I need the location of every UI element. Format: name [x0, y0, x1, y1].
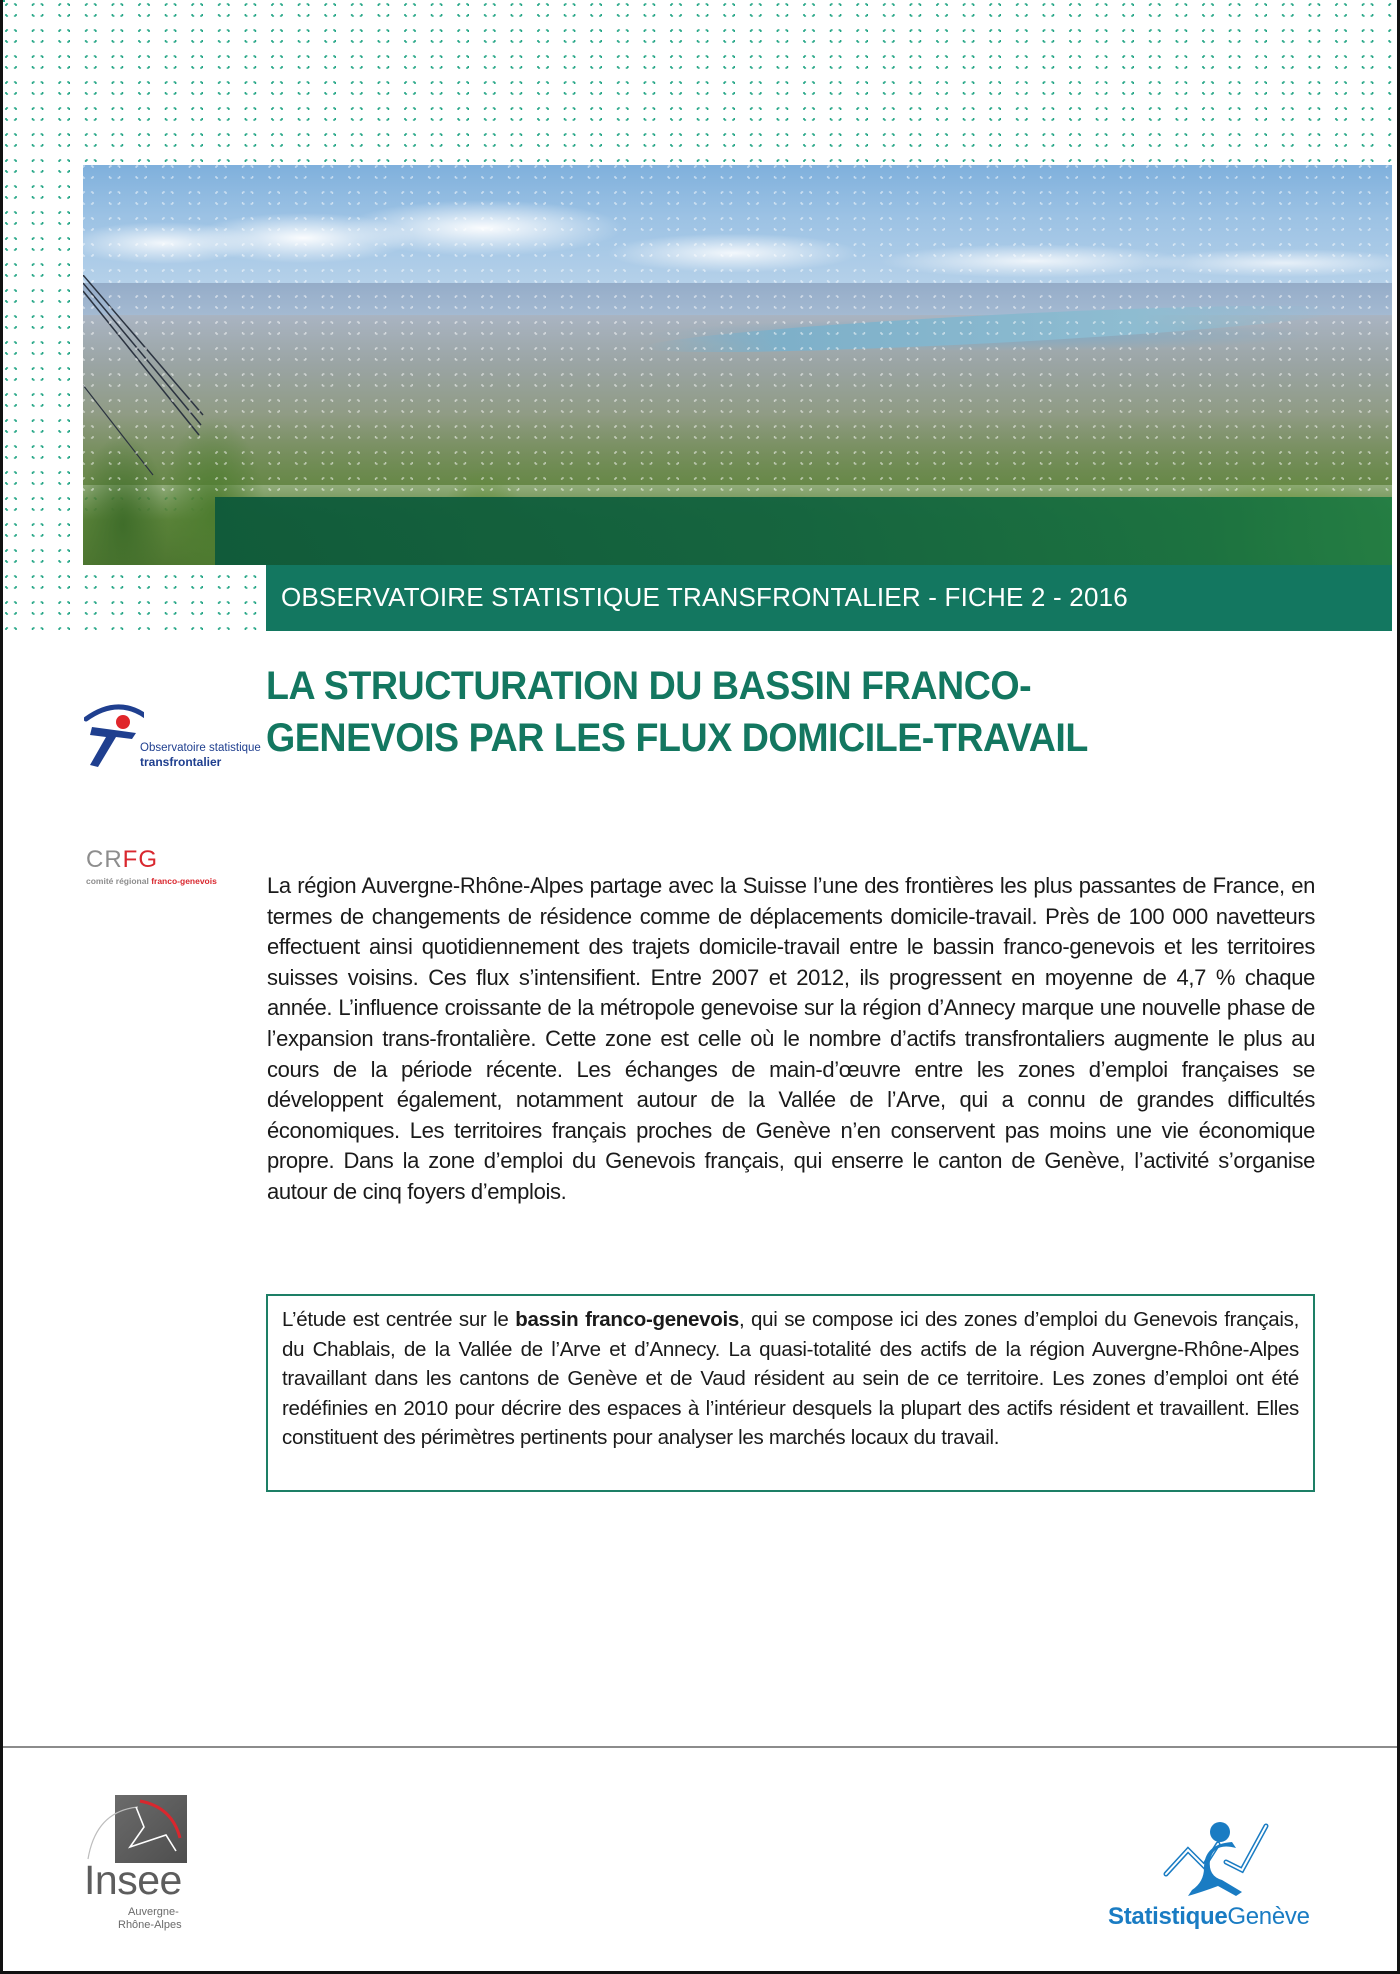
ost-caption-line1: Observatoire statistique [140, 742, 261, 754]
series-band [266, 565, 1392, 631]
study-scope-text-start: L’étude est centrée sur le [282, 1308, 516, 1331]
ost-caption-line2: transfrontalier [140, 755, 222, 769]
statistique-geneve-runner-icon [1162, 1820, 1282, 1900]
page-title-line2: GENEVOIS PAR LES FLUX DOMICILE-TRAVAIL [266, 716, 1088, 760]
crfg-subtitle-red: franco-genevois [151, 876, 217, 886]
logo-crfg [86, 848, 246, 888]
study-scope-text [282, 1305, 1299, 1453]
sg-wordmark-bold: Statistique [1108, 1903, 1228, 1930]
insee-region-line2: Rhône-Alpes [118, 1919, 182, 1931]
crfg-subtitle-gray: comité régional [86, 876, 152, 886]
crfg-letters-red: FG [122, 846, 158, 873]
study-scope-highlight: bassin franco-genevois [515, 1308, 739, 1331]
intro-paragraph: La région Auvergne-Rhône-Alpes partage avec la Suisse l’une des frontières les plus passantes de France, en termes de changements de résidence comme de déplacements domicile-travail. Près de 100 000 navetteurs effectuent ainsi quotidiennement des trajets domicile-travail entre le bassin franco-genevois et les territoires suisses voisins. Ces flux s’intensifient. Entre 2007 et 2012, ils progressent en moyenne de 4,7 % chaque année. L’influence croissante de la métropole genevoise sur la région d’Annecy marque une nouvelle phase de l’expansion trans-frontalière. Cette zone est celle où le nombre d’actifs transfrontaliers augmente le plus au cours de la période récente. Les échanges de main-d’œuvre entre les zones d’emploi françaises se développent également, notamment autour de la Vallée de l’Arve, qui a connu de grandes difficultés économiques. Les territoires français proches de Genève n’en conservent pas moins une vie économique propre. Dans la zone d’emploi du Genevois français, qui enserre le canton de Genève, l’activité s’organise autour de cinq foyers d’emplois. [267, 873, 1315, 1204]
statistique-geneve-wordmark [1108, 1903, 1310, 1931]
logo-insee [80, 1793, 210, 1933]
sg-wordmark-regular: Genève [1227, 1903, 1310, 1930]
footer-divider [3, 1746, 1397, 1748]
insee-emblem-icon [80, 1793, 210, 1863]
crfg-letters [86, 848, 158, 872]
ost-emblem-icon [84, 697, 144, 772]
page-title-line1: LA STRUCTURATION DU BASSIN FRANCO- [266, 664, 1032, 708]
insee-wordmark: Insee [84, 1857, 182, 1903]
hero-green-overlay [215, 497, 1392, 565]
logo-observatoire-statistique-transfrontalier [84, 697, 261, 772]
page-title [266, 660, 1262, 764]
crfg-letters-gray: CR [86, 846, 123, 873]
crfg-subtitle [86, 876, 217, 886]
study-scope-box [266, 1294, 1315, 1492]
hero-photo [83, 165, 1392, 565]
logo-statistique-geneve [1108, 1820, 1328, 1930]
study-scope-text-end: , qui se compose ici des zones d’emploi du Genevois français, du Chablais, de la Vallée de l’Arve et d’Annecy. La quasi-totalité des actifs de la région Auvergne-Rhône-Alpes travaillant dans les cantons de Genève et de Vaud résident au sein de ce territoire. Les zones d’emploi ont été redéfinies en 2010 pour décrire des espaces à l’intérieur desquels la plupart des actifs résident et travaillent. Elles constituent des périmètres pertinents pour analyser les marchés locaux du travail. [282, 1308, 1299, 1449]
series-label: OBSERVATOIRE STATISTIQUE TRANSFRONTALIER - FICHE 2 - 2016 [281, 582, 1128, 612]
insee-region-line1: Auvergne- [128, 1906, 179, 1918]
